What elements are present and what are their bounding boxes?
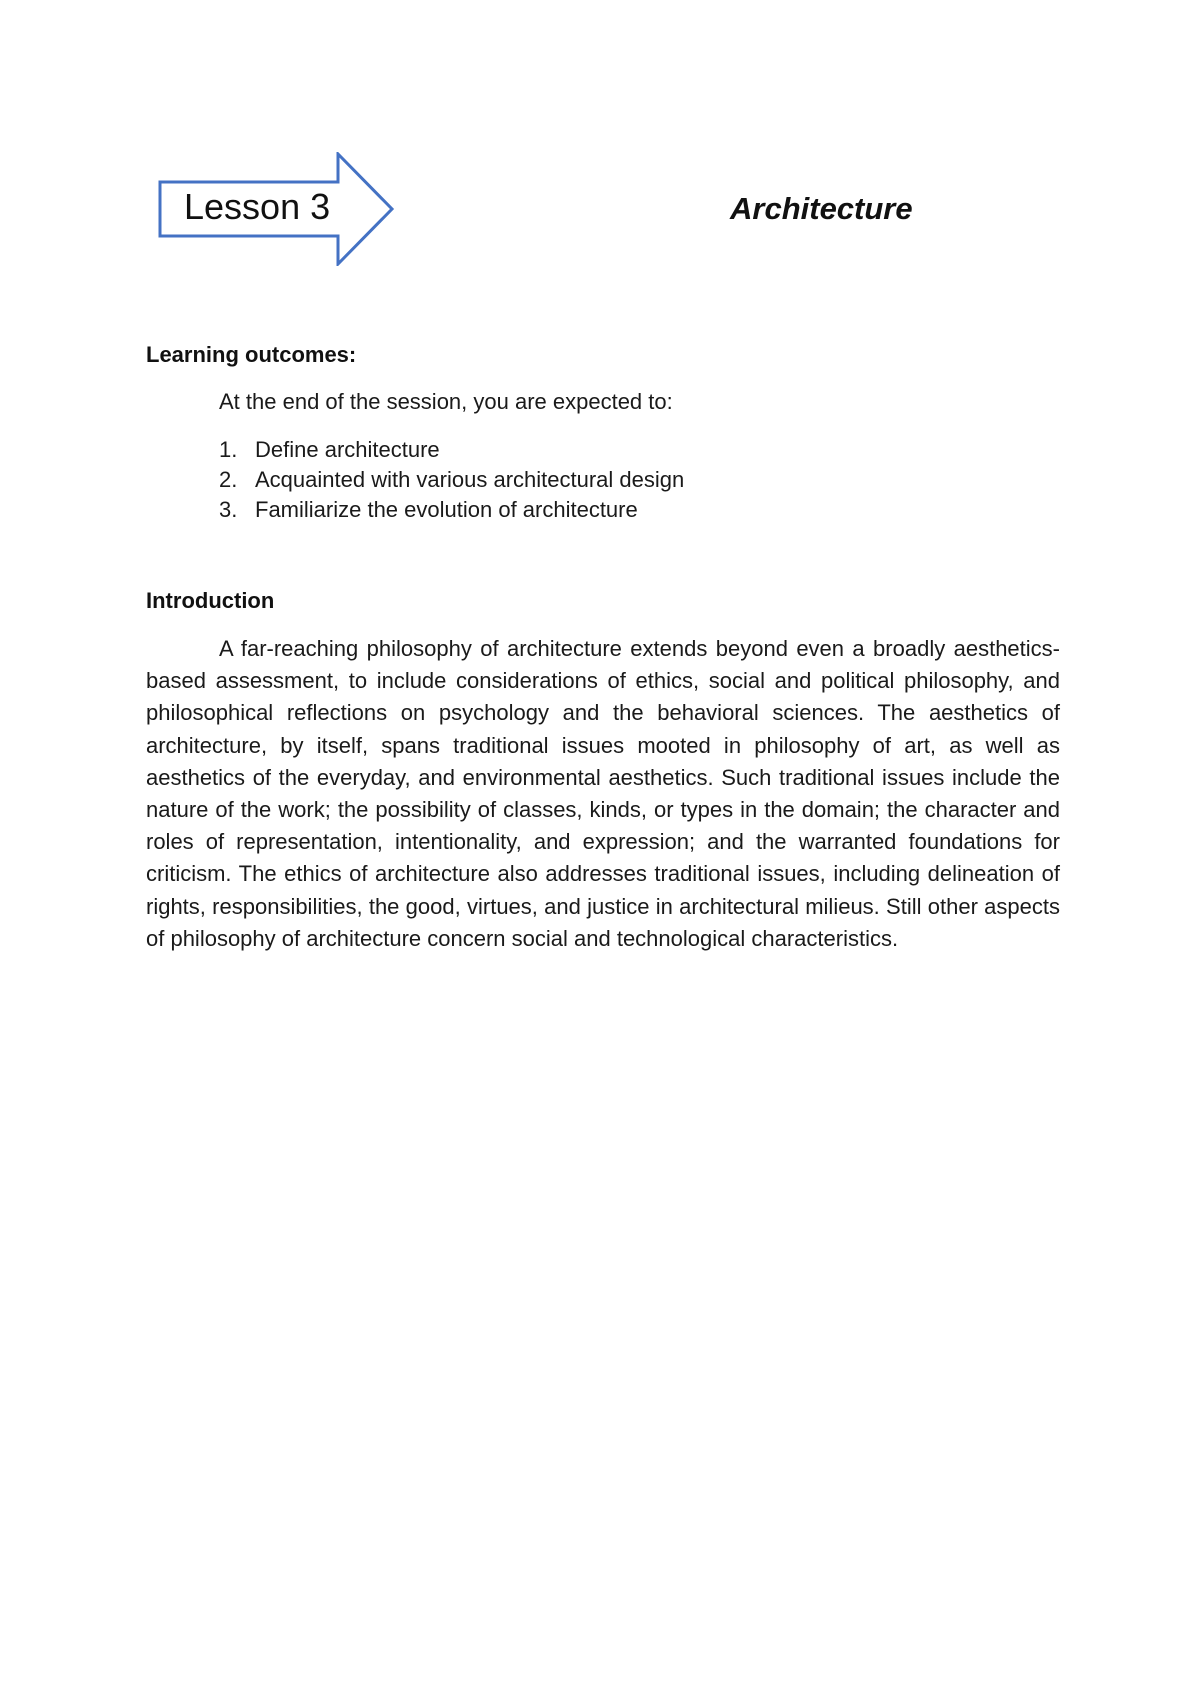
lesson-number: Lesson 3 xyxy=(184,186,331,227)
introduction-paragraph: A far-reaching philosophy of architecture extends beyond even a broadly aesthetics-based assessment, to include considerations of ethics, social and political philosophy, and philosophical reflections on psychology and the behavioral sciences. The aesthetics of architecture, by itself, spans traditional issues mooted in philosophy of art, as well as aesthetics of the everyday, and environmental aesthetics. Such traditional issues include the nature of the work; the possibility of classes, kinds, or types in the domain; the character and roles of representation, intentionality, and expression; and the warranted foundations for criticism. The ethics of architecture also addresses traditional issues, including delineation of rights, responsibilities, the good, virtues, and justice in architectural milieus. Still other aspects of philosophy of architecture concern social and technological characteristics. xyxy=(146,636,1060,951)
list-item xyxy=(219,435,684,465)
learning-outcomes-intro: At the end of the session, you are expected to: xyxy=(219,389,673,414)
lesson-title: Architecture xyxy=(730,191,913,226)
introduction-heading: Introduction xyxy=(146,588,275,613)
learning-outcomes-heading: Learning outcomes: xyxy=(146,342,357,367)
list-item-number: 1. xyxy=(219,437,238,462)
list-item-text: Familiarize the evolution of architecture xyxy=(255,497,638,522)
list-item-text: Acquainted with various architectural design xyxy=(255,467,685,492)
list-item-number: 3. xyxy=(219,497,238,522)
list-item-text: Define architecture xyxy=(255,437,440,462)
list-item-number: 2. xyxy=(219,467,238,492)
lesson-badge xyxy=(158,152,396,266)
learning-outcomes-list xyxy=(219,435,684,525)
list-item xyxy=(219,465,684,495)
list-item xyxy=(219,495,684,525)
